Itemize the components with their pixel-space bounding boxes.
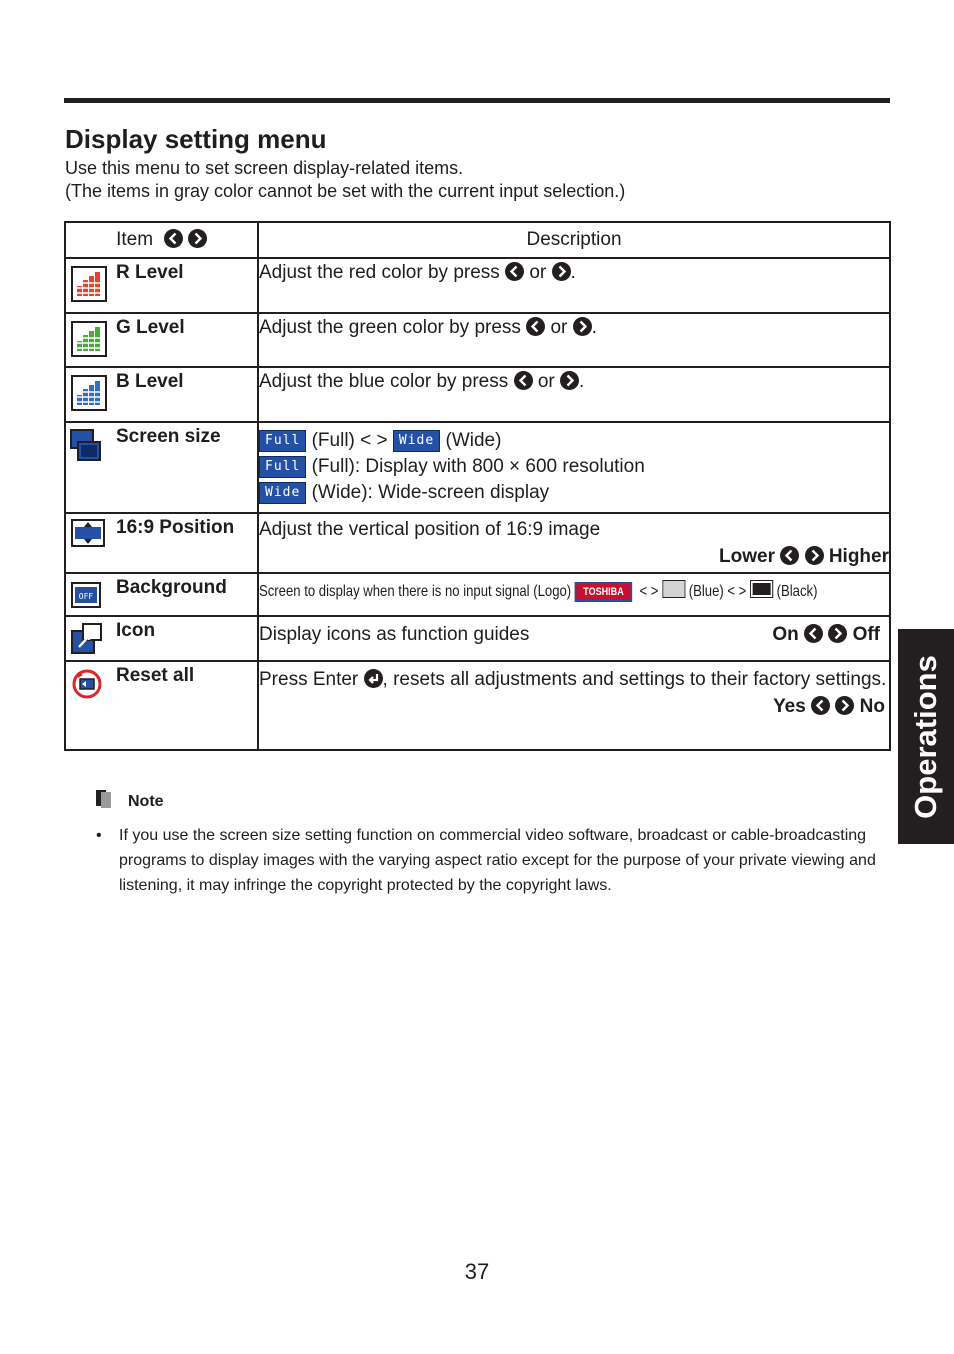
- intro-line-1: Use this menu to set screen display-related items.: [65, 158, 464, 178]
- left-arrow-icon: [811, 696, 830, 715]
- item-cell: [65, 513, 258, 573]
- right-arrow-icon: [560, 371, 579, 390]
- left-arrow-icon: [780, 546, 799, 565]
- lower-label: Lower: [719, 546, 775, 567]
- note-body: [96, 823, 891, 898]
- guide-icon: [71, 623, 103, 661]
- left-arrow-icon: [505, 262, 524, 281]
- enter-icon: [364, 669, 383, 688]
- or-text: or: [529, 262, 547, 283]
- description-text: Display icons as function guides: [259, 624, 530, 645]
- or-text: or: [537, 371, 555, 392]
- screen-size-line-3: [259, 480, 889, 506]
- left-arrow-icon: [804, 624, 823, 643]
- no-label: No: [859, 696, 885, 717]
- period-text: .: [579, 371, 585, 392]
- blue-swatch-icon: [662, 580, 685, 598]
- black-swatch-icon: [750, 580, 773, 598]
- item-name: Background: [116, 577, 227, 598]
- on-off-control[interactable]: [772, 621, 880, 648]
- yes-no-control[interactable]: [259, 693, 889, 720]
- svg-text:OFF: OFF: [78, 592, 94, 601]
- reset-description: [259, 666, 889, 693]
- right-arrow-icon: [573, 317, 592, 336]
- item-name: Reset all: [116, 665, 195, 686]
- description-cell: [258, 258, 890, 313]
- description-text: Adjust the blue color by press: [259, 371, 509, 392]
- description-text: Screen to display when there is no input signal (Logo): [259, 583, 572, 600]
- description-cell: [258, 422, 890, 513]
- table-row: [65, 422, 890, 513]
- left-arrow-icon: [526, 317, 545, 336]
- r-level-icon: [71, 266, 107, 308]
- screen-size-line-2: [259, 454, 889, 480]
- reset-icon: [71, 668, 103, 706]
- description-cell: [258, 573, 890, 616]
- description-text: Adjust the green color by press: [259, 317, 521, 338]
- full-chip-icon: Full: [259, 456, 306, 478]
- period-text: .: [591, 317, 597, 338]
- item-cell: [65, 367, 258, 422]
- separator-text: < >: [639, 583, 659, 600]
- item-cell: [65, 616, 258, 661]
- background-options: [259, 578, 817, 605]
- background-icon: [71, 582, 101, 614]
- table-row: [65, 367, 890, 422]
- bullet: •: [96, 827, 102, 844]
- page-number: 37: [464, 1259, 490, 1284]
- item-name: R Level: [116, 262, 184, 283]
- or-text: or: [550, 317, 568, 338]
- description-text: Adjust the vertical position of 16:9 image: [259, 519, 601, 540]
- description-text: (Wide): [445, 430, 502, 451]
- item-cell: [65, 661, 258, 750]
- table-header-row: [65, 222, 890, 258]
- table-row: [65, 313, 890, 367]
- section-tab-label: Operations: [908, 654, 943, 819]
- wide-chip-icon: Wide: [259, 482, 306, 504]
- description-cell: [258, 313, 890, 367]
- header-item: [65, 222, 258, 258]
- item-cell: [65, 313, 258, 367]
- description-text: , resets all adjustments and settings to their factory settings.: [382, 669, 887, 690]
- description-text: (Wide): Wide-screen display: [311, 482, 550, 503]
- note-heading: [96, 790, 164, 811]
- yes-label: Yes: [773, 696, 806, 717]
- description-cell: [258, 661, 890, 750]
- on-label: On: [772, 624, 799, 645]
- header-description: Description: [258, 222, 890, 258]
- wide-chip-icon: Wide: [393, 430, 440, 452]
- note-label: Note: [128, 793, 164, 810]
- description-cell: [258, 367, 890, 422]
- blue-label: (Blue) < >: [688, 583, 747, 600]
- item-name: 16:9 Position: [116, 517, 235, 538]
- item-name: G Level: [116, 317, 185, 338]
- intro-line-2: (The items in gray color cannot be set with the current input selection.): [65, 181, 626, 201]
- item-cell: [65, 422, 258, 513]
- table-row: [65, 258, 890, 313]
- item-name: Icon: [116, 620, 156, 641]
- description-text: Adjust the red color by press: [259, 262, 500, 283]
- screen-size-line-1: [259, 428, 889, 454]
- off-label: Off: [852, 624, 880, 645]
- black-label: (Black): [776, 583, 818, 600]
- position-icon: [71, 519, 105, 555]
- description-cell: [258, 616, 890, 661]
- g-level-icon: [71, 321, 107, 363]
- note-paragraph: If you use the screen size setting function on commercial video software, broadcast or cable-broadcasting programs to display images with the varying aspect ratio except for the purpose of your private viewing and listening, it may infringe the copyright protected by the copyright laws.: [119, 827, 876, 894]
- description-text: (Full) < >: [311, 430, 388, 451]
- right-arrow-icon: [828, 624, 847, 643]
- b-level-icon: [71, 375, 107, 417]
- right-arrow-icon: [552, 262, 571, 281]
- section-tab: [898, 629, 954, 844]
- item-name: Screen size: [116, 426, 221, 447]
- description-cell: [258, 513, 890, 573]
- right-arrow-icon: [188, 229, 207, 248]
- logo-option-icon: TOSHIBA: [575, 582, 632, 602]
- description-text: Press Enter: [259, 669, 359, 690]
- top-rule: [64, 98, 890, 103]
- description-text: (Full): Display with 800 × 600 resolution: [311, 456, 645, 477]
- header-item-label: Item: [116, 229, 154, 250]
- display-menu-table: [64, 221, 891, 751]
- left-arrow-icon: [514, 371, 533, 390]
- period-text: .: [570, 262, 576, 283]
- screen-size-icon: [69, 428, 103, 470]
- page-title: Display setting menu: [65, 124, 327, 154]
- note-icon: [96, 790, 110, 806]
- table-row: [65, 661, 890, 750]
- right-arrow-icon: [835, 696, 854, 715]
- higher-label: Higher: [828, 546, 889, 567]
- table-row: [65, 616, 890, 661]
- intro-text: [65, 157, 625, 203]
- table-row: [65, 513, 890, 573]
- right-arrow-icon: [805, 546, 824, 565]
- left-arrow-icon: [164, 229, 183, 248]
- lower-higher-control[interactable]: [259, 543, 889, 570]
- item-cell: [65, 573, 258, 616]
- full-chip-icon: Full: [259, 430, 306, 452]
- item-name: B Level: [116, 371, 184, 392]
- table-row: [65, 573, 890, 616]
- item-cell: [65, 258, 258, 313]
